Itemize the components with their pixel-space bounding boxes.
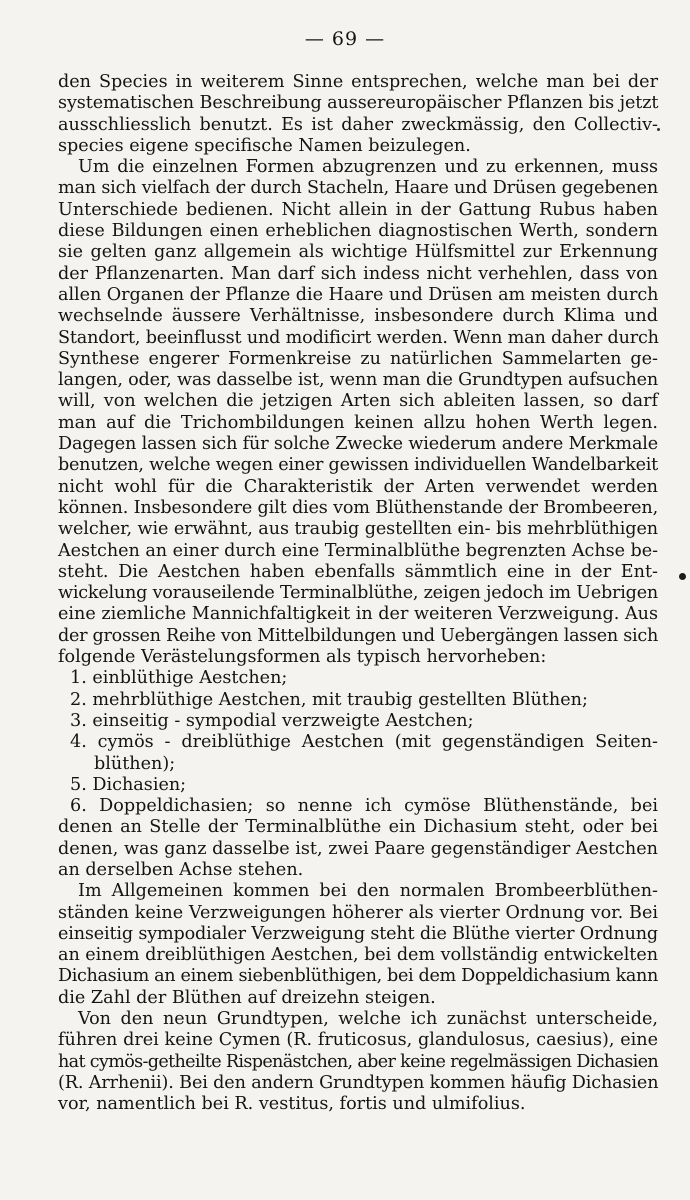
text-line: nicht wohl für die Charakteristik der Arten verwendet werden: [58, 476, 658, 497]
body-text: [58, 72, 658, 1116]
text-line: wechselnde äussere Verhältnisse, insbesondere durch Klima und: [58, 306, 658, 327]
text-line: Standort, beeinflusst und modificirt werden. Wenn man daher durch: [58, 327, 659, 348]
text-line: man auf die Trichombildungen keinen allzu hohen Werth legen.: [58, 412, 658, 433]
list-item: 3. einseitig - sympodial verzweigte Aestchen;: [70, 710, 474, 731]
text-line: langen, oder, was dasselbe ist, wenn man die Grundtypen aufsuchen: [58, 370, 659, 391]
text-line: Unterschiede bedienen. Nicht allein in der Gattung Rubus haben: [58, 199, 658, 220]
list-item: 2. mehrblüthige Aestchen, mit traubig gestellten Blüthen;: [70, 689, 588, 710]
text-line: welcher, wie erwähnt, aus traubig gestellten ein- bis mehrblüthigen: [58, 519, 659, 540]
text-line: die Zahl der Blüthen auf dreizehn steigen.: [58, 987, 436, 1008]
text-line: diese Bildungen einen erheblichen diagnostischen Werth, sondern: [58, 221, 658, 242]
text-line: denen an Stelle der Terminalblüthe ein Dichasium steht, oder bei: [58, 817, 658, 838]
text-line: Synthese engerer Formenkreise zu natürlichen Sammelarten ge-: [58, 348, 658, 369]
text-line: an einem dreiblüthigen Aestchen, bei dem vollständig entwickelten: [58, 945, 658, 966]
text-line: hat cymös-getheilte Rispenästchen, aber keine regelmässigen Dichasien: [58, 1051, 658, 1072]
text-line: sie gelten ganz allgemein als wichtige Hülfsmittel zur Erkennung: [58, 242, 658, 263]
text-line: steht. Die Aestchen haben ebenfalls sämmtlich eine in der Ent-: [58, 561, 658, 582]
text-line: benutzen, welche wegen einer gewissen individuellen Wandelbarkeit: [58, 455, 658, 476]
text-line: (R. Arrhenii). Bei den andern Grundtypen kommen häufig Dichasien: [58, 1072, 659, 1093]
text-line: ständen keine Verzweigungen höherer als vierter Ordnung vor. Bei: [58, 902, 658, 923]
list-item: 5. Dichasien;: [70, 774, 187, 795]
text-line: allen Organen der Pflanze die Haare und Drüsen am meisten durch: [58, 284, 659, 305]
text-line: Aestchen an einer durch eine Terminalblüthe begrenzten Achse be-: [58, 540, 658, 561]
text-line: Von den neun Grundtypen, welche ich zunächst unterscheide,: [78, 1009, 658, 1030]
text-line: species eigene specifische Namen beizulegen.: [58, 135, 471, 156]
list-item: 4. cymös - dreiblüthige Aestchen (mit gegenständigen Seiten-: [70, 732, 658, 753]
text-line: Im Allgemeinen kommen bei den normalen Brombeerblüthen-: [78, 881, 658, 902]
margin-mark: [679, 573, 686, 580]
text-line: der grossen Reihe von Mittelbildungen und Uebergängen lassen sich: [58, 625, 659, 646]
page-number: — 69 —: [304, 28, 386, 50]
text-line: wickelung vorauseilende Terminalblüthe, zeigen jedoch im Uebrigen: [58, 583, 659, 604]
list-item: 6. Doppeldichasien; so nenne ich cymöse Blüthenstände, bei: [70, 796, 658, 817]
text-line: an derselben Achse stehen.: [58, 859, 304, 880]
text-line: will, von welchen die jetzigen Arten sich ableiten lassen, so darf: [58, 391, 658, 412]
text-line: Um die einzelnen Formen abzugrenzen und zu erkennen, muss: [78, 157, 658, 178]
text-line: ausschliesslich benutzt. Es ist daher zweckmässig, den Collectiv-: [58, 114, 658, 135]
text-line: der Pflanzenarten. Man darf sich indess nicht verhehlen, dass von: [58, 263, 658, 284]
text-line: einseitig sympodialer Verzweigung steht die Blüthe vierter Ordnung: [58, 923, 659, 944]
text-line: den Species in weiterem Sinne entsprechen, welche man bei der: [58, 72, 658, 92]
text-line: systematischen Beschreibung aussereuropäischer Pflanzen bis jetzt: [58, 93, 659, 114]
text-line: eine ziemliche Mannichfaltigkeit in der weiteren Verzweigung. Aus: [58, 604, 659, 625]
text-line: können. Insbesondere gilt dies vom Blüthenstande der Brombeeren,: [58, 497, 659, 518]
list-item: 1. einblüthige Aestchen;: [70, 668, 288, 689]
text-line: man sich vielfach der durch Stacheln, Haare und Drüsen gegebenen: [58, 178, 658, 199]
text-line: folgende Verästelungsformen als typisch hervorheben:: [58, 647, 547, 668]
text-line: Dagegen lassen sich für solche Zwecke wiederum andere Merkmale: [58, 434, 658, 455]
text-line: denen, was ganz dasselbe ist, zwei Paare gegenständiger Aestchen: [58, 838, 658, 859]
text-line: Dichasium an einem siebenblüthigen, bei dem Doppeldichasium kann: [58, 966, 658, 987]
text-line: vor, namentlich bei R. vestitus, fortis und ulmifolius.: [58, 1094, 526, 1115]
text-line: führen drei keine Cymen (R. fruticosus, glandulosus, caesius), eine: [58, 1030, 658, 1051]
list-item-continuation: blüthen);: [94, 753, 176, 774]
